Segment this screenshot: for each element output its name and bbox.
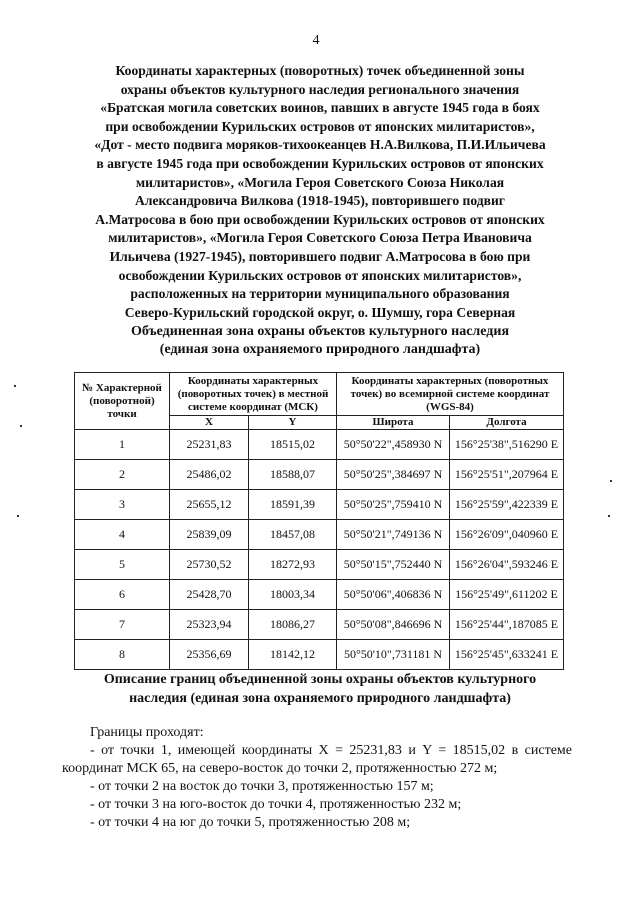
cell-lat: 50°50'08",846696 N — [337, 610, 450, 640]
title-line: Северо-Курильский городской округ, о. Шумшу, гора Северная — [124, 304, 516, 320]
cell-lon: 156°26'04",593246 E — [450, 550, 564, 580]
title-line: «Дот - место подвига моряков-тихоокеанцев Н.А.Вилкова, П.И.Ильичева — [94, 137, 546, 153]
header-point-number: № Характерной (поворотной) точки — [75, 373, 170, 430]
cell-lat: 50°50'25",384697 N — [337, 460, 450, 490]
cell-point: 3 — [75, 490, 170, 520]
table-row — [75, 640, 564, 670]
title-line: Александровича Вилкова (1918-1945), повторившего подвиг — [135, 193, 505, 209]
document-title — [60, 62, 580, 322]
title-line: охраны объектов культурного наследия регионального значения — [120, 81, 520, 97]
title-line: в августе 1945 года при освобождении Курильских островов от японских — [96, 155, 544, 171]
subtitle-line: Объединенная зона охраны объектов культурного наследия — [130, 324, 510, 339]
cell-x: 25428,70 — [170, 580, 249, 610]
header-longitude: Долгота — [450, 416, 564, 430]
section-title-line: наследия (единая зона охраняемого природного ландшафта) — [129, 691, 511, 706]
cell-x: 25730,52 — [170, 550, 249, 580]
cell-lat: 50°50'21",749136 N — [337, 520, 450, 550]
cell-x: 25323,94 — [170, 610, 249, 640]
cell-y: 18003,34 — [249, 580, 337, 610]
cell-lon: 156°25'45",633241 E — [450, 640, 564, 670]
header-y: Y — [249, 416, 337, 430]
cell-y: 18457,08 — [249, 520, 337, 550]
cell-x: 25486,02 — [170, 460, 249, 490]
boundary-description-title — [60, 670, 580, 708]
table-row — [75, 610, 564, 640]
header-x: X — [170, 416, 249, 430]
boundary-item: - от точки 3 на юго-восток до точки 4, протяженностью 232 м; — [90, 797, 462, 812]
table-subtitle — [60, 323, 580, 359]
cell-y: 18086,27 — [249, 610, 337, 640]
scan-speck — [610, 480, 612, 482]
cell-x: 25655,12 — [170, 490, 249, 520]
cell-y: 18588,07 — [249, 460, 337, 490]
title-line: освобождении Курильских островов от японских милитаристов», — [118, 267, 522, 283]
cell-point: 6 — [75, 580, 170, 610]
page-number: 4 — [312, 33, 320, 48]
cell-lat: 50°50'10",731181 N — [337, 640, 450, 670]
cell-lat: 50°50'25",759410 N — [337, 490, 450, 520]
cell-y: 18591,39 — [249, 490, 337, 520]
scan-speck — [20, 425, 22, 427]
cell-x: 25231,83 — [170, 430, 249, 460]
cell-lon: 156°25'38",516290 E — [450, 430, 564, 460]
cell-y: 18515,02 — [249, 430, 337, 460]
cell-y: 18142,12 — [249, 640, 337, 670]
cell-lon: 156°25'51",207964 E — [450, 460, 564, 490]
cell-point: 4 — [75, 520, 170, 550]
table-row — [75, 520, 564, 550]
cell-lon: 156°26'09",040960 E — [450, 520, 564, 550]
title-line: Координаты характерных (поворотных) точек объединенной зоны — [115, 63, 525, 78]
scan-speck — [14, 385, 16, 387]
cell-lat: 50°50'15",752440 N — [337, 550, 450, 580]
table-row — [75, 490, 564, 520]
cell-lat: 50°50'22",458930 N — [337, 430, 450, 460]
scan-speck — [608, 515, 610, 517]
cell-point: 7 — [75, 610, 170, 640]
coordinates-table — [74, 372, 564, 670]
title-line: А.Матросова в бою при освобождении Курильских островов от японских — [95, 211, 545, 227]
table-row — [75, 550, 564, 580]
boundary-item: - от точки 2 на восток до точки 3, протяженностью 157 м; — [90, 779, 434, 794]
cell-point: 5 — [75, 550, 170, 580]
header-wgs84: Координаты характерных (поворотных точек) во всемирной системе координат (WGS-84) — [337, 373, 564, 416]
title-line: расположенных на территории муниципального образования — [130, 286, 510, 302]
title-line: милитаристов», «Могила Героя Советского Союза Петра Ивановича — [108, 230, 532, 246]
table-row — [75, 460, 564, 490]
scan-speck — [17, 515, 19, 517]
title-line: при освобождении Курильских островов от японских милитаристов», — [105, 118, 535, 134]
cell-x: 25839,09 — [170, 520, 249, 550]
cell-lon: 156°25'49",611202 E — [450, 580, 564, 610]
title-line: милитаристов», «Могила Героя Советского Союза Николая — [135, 174, 505, 190]
title-line: Ильичева (1927-1945), повторившего подвиг А.Матросова в бою при — [109, 248, 531, 264]
cell-lon: 156°25'59",422339 E — [450, 490, 564, 520]
cell-point: 1 — [75, 430, 170, 460]
boundary-item: - от точки 4 на юг до точки 5, протяженностью 208 м; — [90, 815, 411, 830]
cell-point: 2 — [75, 460, 170, 490]
cell-x: 25356,69 — [170, 640, 249, 670]
cell-point: 8 — [75, 640, 170, 670]
subtitle-line: (единая зона охраняемого природного ландшафта) — [159, 342, 481, 357]
boundary-description — [62, 724, 572, 832]
section-title-line: Описание границ объединенной зоны охраны объектов культурного — [103, 672, 537, 687]
boundary-intro: Границы проходят: — [90, 725, 204, 740]
boundary-item: - от точки 1, имеющей координаты X = 25231,83 и Y = 18515,02 в системе координат МСК 65, на северо-восток до точки 2, протяженностью 272 м; — [62, 743, 572, 776]
cell-lat: 50°50'06",406836 N — [337, 580, 450, 610]
header-msk: Координаты характерных (поворотных точек) в местной системе координат (МСК) — [170, 373, 337, 416]
cell-y: 18272,93 — [249, 550, 337, 580]
cell-lon: 156°25'44",187085 E — [450, 610, 564, 640]
table-row — [75, 430, 564, 460]
title-line: «Братская могила советских воинов, павших в августе 1945 года в боях — [100, 100, 540, 116]
header-latitude: Широта — [337, 416, 450, 430]
table-row — [75, 580, 564, 610]
